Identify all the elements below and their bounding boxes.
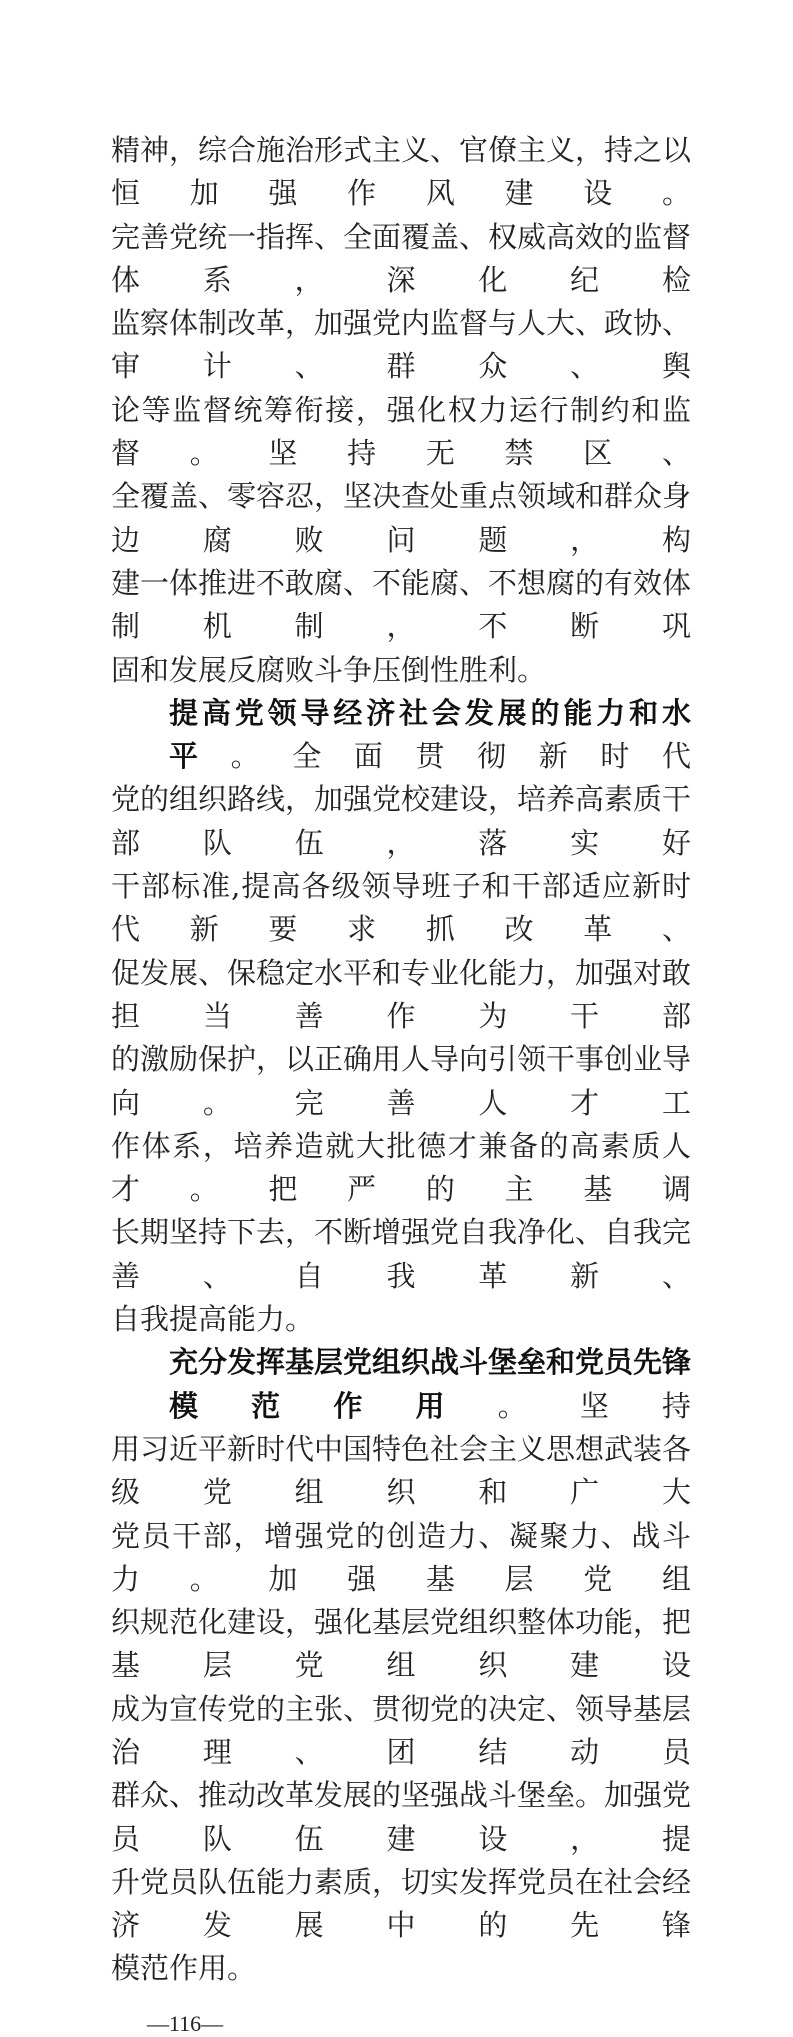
text-line: 精神，综合施治形式主义、官僚主义，持之以恒加强作风建设。 — [111, 133, 692, 211]
text-line: 党的组织路线，加强党校建设，培养高素质干部队伍，落实好 — [111, 782, 692, 860]
text-line: 完善党统一指挥、全面覆盖、权威高效的监督体系，深化纪检 — [111, 219, 692, 297]
text-line: 党员干部，增强党的创造力、凝聚力、战斗力。加强基层党组 — [111, 1518, 691, 1596]
text-line: 促发展、保稳定水平和专业化能力，加强对敢担当善作为干部 — [111, 955, 692, 1033]
text-line: 织规范化建设，强化基层党组织整体功能，把基层党组织建设 — [111, 1605, 692, 1683]
paragraph-heading: 提高党领导经济社会发展的能力和水平 — [169, 695, 691, 774]
text-line: 自我提高能力。 — [111, 1302, 315, 1337]
paragraph-grassroots-organizations — [111, 1341, 691, 1990]
text-line: 监察体制改革，加强党内监督与人大、政协、审计、群众、舆 — [111, 306, 692, 384]
text-line: 干部标准,提高各级领导班子和干部适应新时代新要求抓改革、 — [111, 869, 691, 947]
text-line: 用习近平新时代中国特色社会主义思想武装各级党组织和广大 — [111, 1431, 692, 1510]
paragraph-leadership-ability — [111, 692, 691, 1341]
text-line: 长期坚持下去，不断增强党自我净化、自我完善、自我革新、 — [111, 1215, 692, 1293]
text-run: 。坚持 — [497, 1388, 691, 1423]
text-line: 全覆盖、零容忍，坚决查处重点领域和群众身边腐败问题，构 — [111, 479, 692, 557]
text-line: 作体系，培养造就大批德才兼备的高素质人才。把严的主基调 — [111, 1128, 691, 1207]
text-line: 固和发展反腐败斗争压倒性胜利。 — [111, 652, 547, 687]
text-line: 模范作用。 — [111, 1951, 257, 1986]
document-body — [111, 129, 691, 1991]
text-line: 的激励保护，以正确用人导向引领干事创业导向。完善人才工 — [111, 1042, 692, 1120]
text-line: 群众、推动改革发展的坚强战斗堡垒。加强党员队伍建设，提 — [111, 1778, 692, 1856]
text-line: 升党员队伍能力素质，切实发挥党员在社会经济发展中的先锋 — [111, 1864, 692, 1943]
text-line: 成为宣传党的主张、贯彻党的决定、领导基层治理、团结动员 — [111, 1691, 692, 1769]
text-line: 建一体推进不敢腐、不能腐、不想腐的有效体制机制，不断巩 — [111, 565, 692, 644]
paragraph-style-building — [111, 129, 691, 692]
paragraph-first-line — [111, 1341, 691, 1428]
page-number: —116— — [147, 2011, 224, 2036]
paragraph-heading: 充分发挥基层党组织战斗堡垒和党员先锋模范作用 — [169, 1345, 692, 1423]
text-run: 。全面贯彻新时代 — [230, 739, 691, 774]
paragraph-first-line — [111, 692, 691, 779]
text-line: 论等监督统筹衔接，强化权力运行制约和监督。坚持无禁区、 — [111, 392, 691, 471]
